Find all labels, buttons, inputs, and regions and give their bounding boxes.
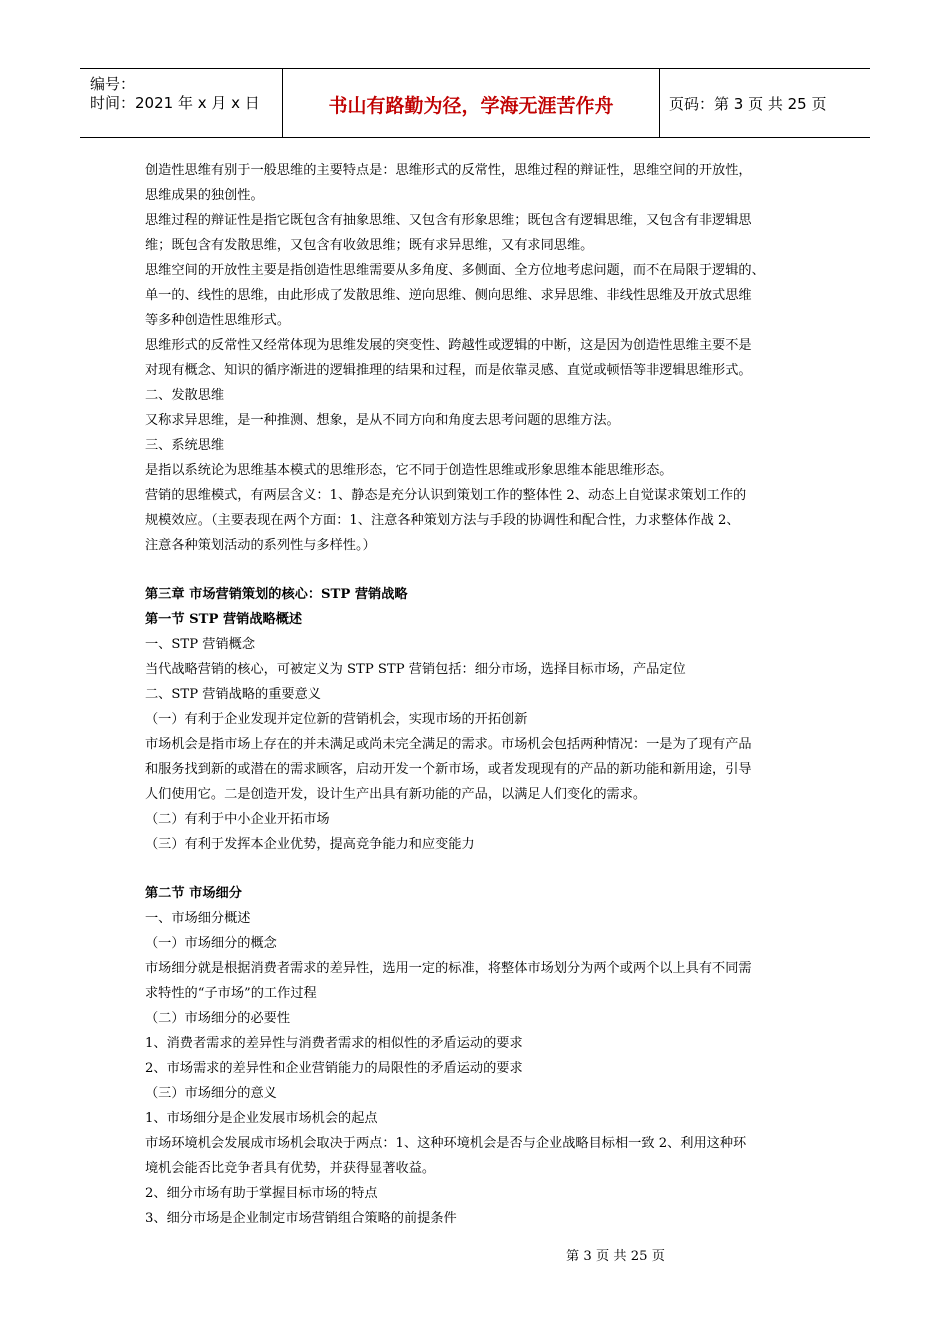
number-label: 编号： <box>90 75 136 93</box>
body-line: 思维形式的反常性又经常体现为思维发展的突变性、跨越性或逻辑的中断，这是因为创造性思维主要不是 <box>145 338 752 353</box>
header-right-cell <box>659 69 870 137</box>
section-heading: 一、STP 营销概念 <box>145 637 256 652</box>
body-line: 市场细分就是根据消费者需求的差异性，选用一定的标准，将整体市场划分为两个或两个以上具有不同需 <box>145 961 752 976</box>
body-line: 当代战略营销的核心，可被定义为 STP STP 营销包括：细分市场，选择目标市场，产品定位 <box>145 662 686 677</box>
body-line: 求特性的“子市场”的工作过程 <box>145 986 317 1001</box>
subsection-heading: （三）市场细分的意义 <box>145 1086 277 1101</box>
body-line: 市场机会是指市场上存在的并未满足或尚未完全满足的需求。市场机会包括两种情况：一是为了现有产品 <box>145 737 752 752</box>
chapter-heading: 第三章 市场营销策划的核心：STP 营销战略 <box>145 587 408 602</box>
footer-page-number: 第 3 页 共 25 页 <box>566 1249 665 1264</box>
list-item: 1、市场细分是企业发展市场机会的起点 <box>145 1111 378 1126</box>
body-line: 又称求异思维，是一种推测、想象，是从不同方向和角度去思考问题的思维方法。 <box>145 413 620 428</box>
body-line: 注意各种策划活动的系列性与多样性。） <box>145 538 376 553</box>
subsection-heading: （二）有利于中小企业开拓市场 <box>145 812 330 827</box>
body-line: 和服务找到新的或潜在的需求顾客，启动开发一个新市场，或者发现现有的产品的新功能和新用途，引导 <box>145 762 752 777</box>
motto-text: 书山有路勤为径，学海无涯苦作舟 <box>328 95 614 117</box>
body-line: 思维过程的辩证性是指它既包含有抽象思维、又包含有形象思维；既包含有逻辑思维，又包含有非逻辑思 <box>145 213 752 228</box>
subsection-heading: （一）有利于企业发现并定位新的营销机会，实现市场的开拓创新 <box>145 712 528 727</box>
body-line: 境机会能否比竞争者具有优势，并获得显著收益。 <box>145 1161 436 1176</box>
section-heading: 一、市场细分概述 <box>145 911 251 926</box>
section-heading: 三、系统思维 <box>145 438 225 453</box>
body-line: 思维空间的开放性主要是指创造性思维需要从多角度、多侧面、全方位地考虑问题，而不在局限于逻辑的、 <box>145 263 765 278</box>
body-line: 等多种创造性思维形式。 <box>145 313 291 328</box>
date-label: 时间：2021 年 x 月 x 日 <box>90 94 260 112</box>
body-line: 营销的思维模式，有两层含义：1、静态是充分认识到策划工作的整体性 2、动态上自觉谋求策划工作的 <box>145 488 747 503</box>
header-motto-cell <box>282 69 660 137</box>
list-item: 3、细分市场是企业制定市场营销组合策略的前提条件 <box>145 1211 457 1226</box>
body-line: 对现有概念、知识的循序渐进的逻辑推理的结果和过程，而是依靠灵感、直觉或顿悟等非逻辑思维形式。 <box>145 363 752 378</box>
section-heading: 二、发散思维 <box>145 388 225 403</box>
body-line: 规模效应。（主要表现在两个方面：1、注意各种策划方法与手段的协调性和配合性，力求整体作战 2、 <box>145 513 740 528</box>
body-line: 单一的、线性的思维，由此形成了发散思维、逆向思维、侧向思维、求异思维、非线性思维及开放式思维 <box>145 288 752 303</box>
subsection-heading: （一）市场细分的概念 <box>145 936 277 951</box>
page-header <box>80 68 870 138</box>
subsection-heading: （二）市场细分的必要性 <box>145 1011 291 1026</box>
section-title: 第二节 市场细分 <box>145 886 242 901</box>
body-line: 思维成果的独创性。 <box>145 188 264 203</box>
body-line: 创造性思维有别于一般思维的主要特点是：思维形式的反常性，思维过程的辩证性，思维空间的开放性， <box>145 163 752 178</box>
body-line: 维；既包含有发散思维，又包含有收敛思维；既有求异思维，又有求同思维。 <box>145 238 594 253</box>
section-heading: 二、STP 营销战略的重要意义 <box>145 687 321 702</box>
list-item: 1、消费者需求的差异性与消费者需求的相似性的矛盾运动的要求 <box>145 1036 523 1051</box>
list-item: 2、市场需求的差异性和企业营销能力的局限性的矛盾运动的要求 <box>145 1061 523 1076</box>
subsection-heading: （三）有利于发挥本企业优势，提高竞争能力和应变能力 <box>145 837 475 852</box>
body-line: 人们使用它。二是创造开发，设计生产出具有新功能的产品，以满足人们变化的需求。 <box>145 787 647 802</box>
body-line: 市场环境机会发展成市场机会取决于两点：1、这种环境机会是否与企业战略目标相一致 2、利用这种环 <box>145 1136 747 1151</box>
body-line: 是指以系统论为思维基本模式的思维形态，它不同于创造性思维或形象思维本能思维形态。 <box>145 463 673 478</box>
header-left-cell <box>80 69 282 137</box>
section-title: 第一节 STP 营销战略概述 <box>145 612 303 627</box>
list-item: 2、细分市场有助于掌握目标市场的特点 <box>145 1186 378 1201</box>
page-info: 页码：第 3 页 共 25 页 <box>669 95 827 113</box>
